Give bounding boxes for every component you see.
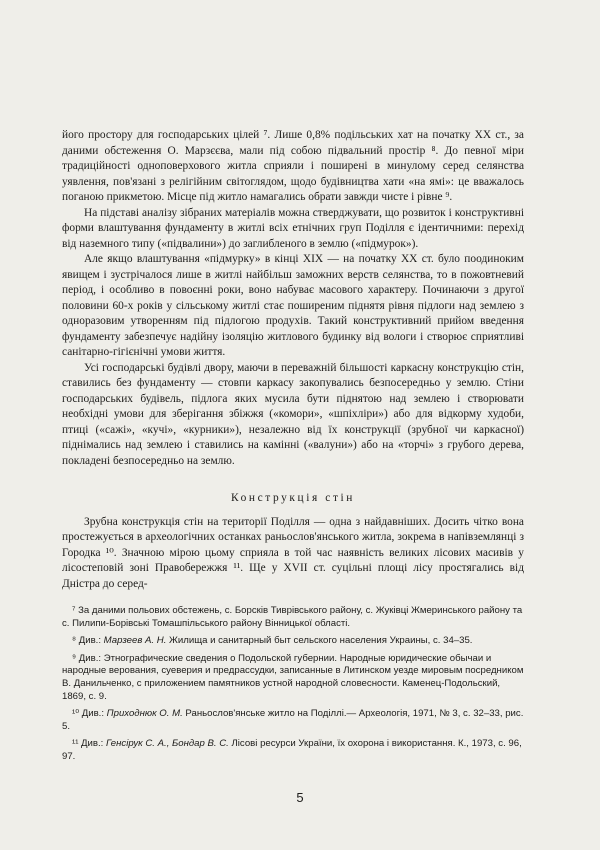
section-heading: Конструкція стін [230,492,355,504]
footnotes [62,605,524,769]
paragraph-2: На підставі аналізу зібраних матеріалів можна стверджувати, що розвиток і конструктивні форми влаштування фундаменту в житлі всіх етнічних груп Поділля є ідентичними: перехід від наземного типу («підвалини») до заглибленого в землю («підмурок»). [62,206,524,250]
page-number: 5 [296,790,304,805]
paragraph-4: Усі господарські будівлі двору, маючи в переважній більшості каркасну конструкцію стін, ставились без фундаменту — стовпи каркасу закопувались безпосередньо у землю. Стіни господарських будівель, підлога яких мусила бути піднятою над землею і створювати необхідні умови для зберігання збіжжя («комори», «шпіхліри») або для відкорму худоби, птиці («сажі», «кучі», «курники»), незалежно від їх конструкції (зрубної чи каркасної) піднімались над землею і ставились на камінні («валуни») або на «торчі» з грубого дерева, покладені безпосередньо на землю. [62,361,524,467]
footnote-7: ⁷ За даними польових обстежень, с. Борсків Тиврівського району, с. Жуківці Жмеринського району та с. Пилипи-Борівські Томашпільського району Вінницької області. [62,605,523,629]
footnote-divider [62,589,524,591]
section-paragraph: Зрубна конструкція стін на території Поділля — одна з найдавніших. Досить чітко вона простежується в археологічних останках раньослов'янського житла, зокрема в напівземлянці з Городка ¹⁰. Значною мірою цьому сприяла в той час наявність великих лісових масивів у лісостеповій зоні Правобережжя ¹¹. Ще у XVII ст. суцільні площі лісу простягались від Дністра до серед- [62,515,524,590]
main-text [62,128,524,592]
paragraph-3: Але якщо влаштування «підмурку» в кінці XIX — на початку XX ст. було поодиноким явищем і зустрічалося лише в житлі найбільш заможних верств селянства, то в пожовтневий період, і особливо в повоєнні роки, воно набуває масового характеру. Починаючи з другої половини 60-х років у сільському житлі стає поширеним піднятя рівня підлоги над землею з одноразовим утворенням під підлогою продухів. Такий конструктивний прийом введення фундаменту забезпечує надійну ізоляцію житлового будинку від вологи і створює сприятливі санітарно-гігієнічні умови життя. [62,253,524,358]
footnote-9: ⁹ Див.: Этнографические сведения о Подольской губернии. Народные юридические обычаи и народные верования, суеверия и предрассудки, записанные в Литинском уезде мировым посредником В. Данильченко, с приложением памятников устной народной словесности. Каменец-Подольский, 1869, с. 9. [62,652,524,702]
paragraph-1: його простору для господарських цілей ⁷. Лише 0,8% подільських хат на початку XX ст., за даними обстеження О. Марзєєва, мали під собою підвальний простір ⁸. До певної міри традиційності одноповерхового житла сприяли і поширені в минулому серед селянства уявлення, пов'язані з релігійним світоглядом, щодо будівництва хати «на ямі»: це вважалось поганою прикметою. Місце під житло намагались обрати завжди чисте і рівне ⁹. [62,129,524,203]
footnote-11: ¹¹ Див.: Генсірук С. А., Бондар В. С. Лісові ресурси України, їх охорона і використання. К., 1973, с. 96, 97. [62,738,522,762]
footnote-10: ¹⁰ Див.: Приходнюк О. М. Раньослов'янське житло на Поділлі.— Археологія, 1971, № 3, с. 32–33, рис. 5. [62,708,524,732]
footnote-8: ⁸ Див.: Марзеев А. Н. Жилища и санитарный быт сельского населения Украины, с. 34–35. [72,635,473,647]
